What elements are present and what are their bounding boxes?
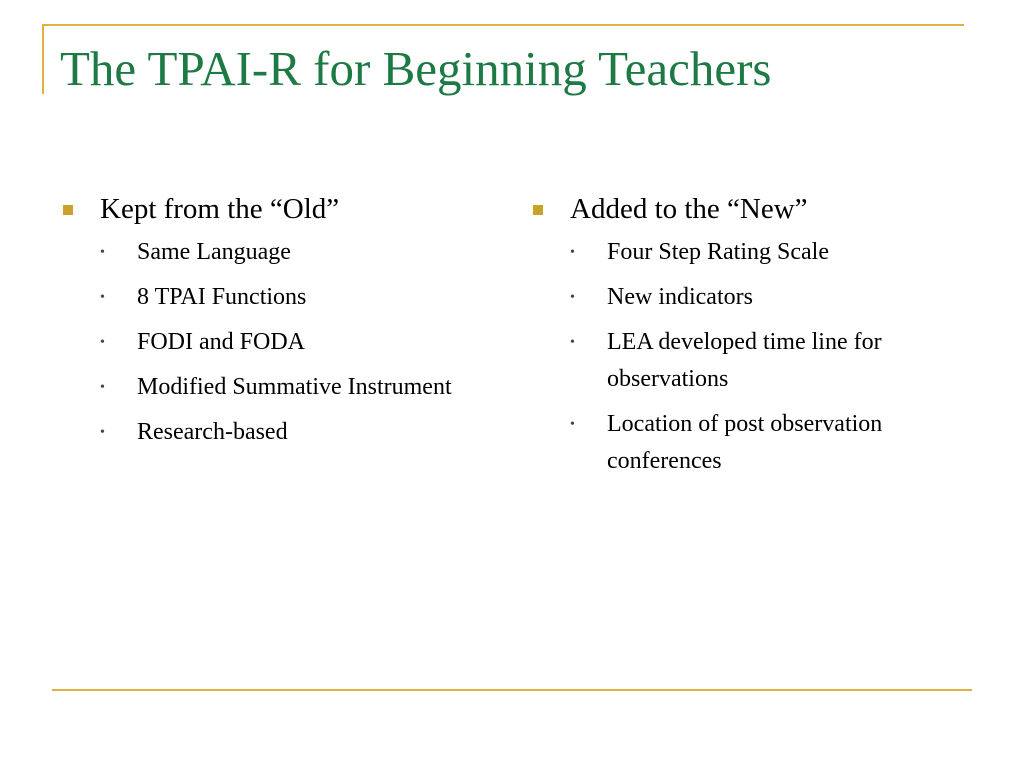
- bottom-accent-line: [52, 689, 972, 691]
- list-item: [60, 369, 477, 406]
- left-column-heading-item: [60, 190, 480, 228]
- dot-bullet-icon: •: [100, 245, 105, 260]
- list-item-text: Research-based: [137, 419, 288, 445]
- dot-bullet-icon: •: [100, 380, 105, 395]
- list-item-text: Modified Summative Instrument: [137, 374, 452, 400]
- left-column: [60, 190, 480, 459]
- dot-bullet-icon: •: [100, 290, 105, 305]
- dot-bullet-icon: •: [100, 335, 105, 350]
- list-item: [60, 324, 480, 361]
- list-item-text: FODI and FODA: [137, 329, 305, 355]
- top-accent-line: [42, 24, 964, 26]
- list-item: [530, 279, 950, 316]
- right-column-heading: Added to the “New”: [570, 193, 808, 225]
- dot-bullet-icon: •: [570, 290, 575, 305]
- list-item: [60, 279, 480, 316]
- slide-title: The TPAI-R for Beginning Teachers: [60, 41, 772, 96]
- list-item: [530, 406, 927, 480]
- list-item: [530, 324, 927, 398]
- square-bullet-icon: [63, 205, 73, 215]
- left-column-heading: Kept from the “Old”: [100, 193, 340, 225]
- dot-bullet-icon: •: [100, 425, 105, 440]
- left-accent-line: [42, 24, 44, 94]
- left-column-list: [60, 234, 480, 451]
- list-item-text: Same Language: [137, 239, 291, 265]
- list-item-text: Location of post observation conferences: [607, 411, 883, 474]
- dot-bullet-icon: •: [570, 417, 575, 432]
- right-column-heading-item: [530, 190, 950, 228]
- square-bullet-icon: [533, 205, 543, 215]
- list-item: [60, 414, 480, 451]
- list-item-text: New indicators: [607, 284, 753, 310]
- list-item: [60, 234, 480, 271]
- list-item-text: 8 TPAI Functions: [137, 284, 307, 310]
- list-item-text: LEA developed time line for observations: [607, 329, 882, 392]
- list-item: [530, 234, 950, 271]
- dot-bullet-icon: •: [570, 335, 575, 350]
- dot-bullet-icon: •: [570, 245, 575, 260]
- list-item-text: Four Step Rating Scale: [607, 239, 829, 265]
- right-column: [530, 190, 950, 488]
- right-column-list: [530, 234, 950, 480]
